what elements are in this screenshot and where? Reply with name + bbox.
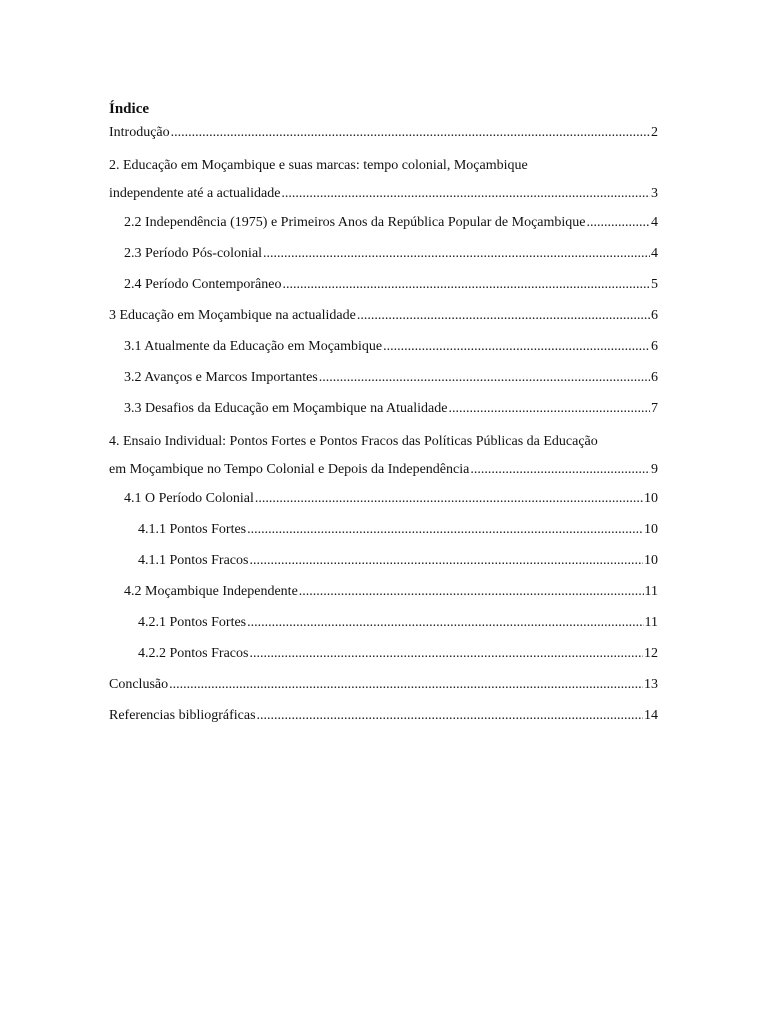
toc-entry-section-4-2[interactable]: [109, 582, 658, 602]
toc-entry-section-4-1-1-fracos[interactable]: [109, 551, 658, 571]
toc-page-number: 9: [651, 461, 658, 477]
toc-leader: [357, 306, 650, 326]
toc-leader: [171, 123, 650, 143]
toc-leader: [169, 675, 643, 695]
toc-title: Índice: [109, 101, 150, 117]
toc-entry-section-2[interactable]: [109, 152, 658, 207]
toc-entry-label: 4.1 O Período Colonial: [124, 491, 254, 506]
toc-leader: [383, 337, 650, 357]
toc-page-number: 6: [651, 308, 658, 323]
toc-leader: [249, 644, 643, 664]
toc-entry-section-4-1-1-fortes[interactable]: [109, 520, 658, 540]
toc-entry-label: 2.4 Período Contemporâneo: [124, 277, 282, 292]
toc-page-number: 4: [651, 246, 658, 261]
toc-entry-section-3-1[interactable]: [109, 337, 658, 357]
toc-entry-section-2-4[interactable]: [109, 275, 658, 295]
toc-leader: [587, 213, 651, 233]
toc-entry-label: 2.2 Independência (1975) e Primeiros Anos da República Popular de Moçambique: [124, 215, 586, 230]
toc-entry-label-line2: em Moçambique no Tempo Colonial e Depois da Independência: [109, 461, 470, 477]
toc-page-number: 10: [644, 522, 658, 537]
toc-leader: [281, 180, 650, 208]
toc-entry-section-4-1[interactable]: [109, 489, 658, 509]
toc-entry-label: Conclusão: [109, 677, 169, 692]
toc-leader: [247, 520, 643, 540]
toc-leader: [448, 399, 650, 419]
document-page: [109, 99, 658, 737]
toc-entry-section-3[interactable]: [109, 306, 658, 326]
toc-entry-section-4-2-2[interactable]: [109, 644, 658, 664]
toc-page-number: 4: [651, 215, 658, 230]
toc-entry-label: 3.1 Atualmente da Educação em Moçambique: [124, 339, 383, 354]
toc-entry-label-line2: independente até a actualidade: [109, 185, 281, 201]
toc-entry-label: 3.2 Avanços e Marcos Importantes: [124, 370, 318, 385]
toc-page-number: 3: [651, 185, 658, 201]
toc-leader: [255, 489, 643, 509]
toc-leader: [470, 456, 650, 484]
toc-page-number: 13: [644, 677, 658, 692]
toc-page-number: 10: [644, 491, 658, 506]
toc-leader: [299, 582, 644, 602]
toc-page-number: 6: [651, 370, 658, 385]
toc-page-number: 5: [651, 277, 658, 292]
toc-page-number: 2: [651, 125, 658, 140]
toc-page-number: 7: [651, 401, 658, 416]
toc-entry-label: 4.2.1 Pontos Fortes: [138, 615, 247, 630]
toc-entry-label: 4.2 Moçambique Independente: [124, 584, 298, 599]
toc-entry-label: 4.1.1 Pontos Fortes: [138, 522, 247, 537]
toc-entry-label: 2.3 Período Pós-colonial: [124, 246, 263, 261]
toc-page-number: 11: [644, 584, 658, 599]
toc-entry-section-4-2-1[interactable]: [109, 613, 658, 633]
toc-page-number: 10: [644, 553, 658, 568]
toc-page-number: 14: [644, 708, 658, 723]
toc-leader: [247, 613, 643, 633]
toc-leader: [282, 275, 650, 295]
toc-leader: [263, 244, 650, 264]
toc-entry-section-2-2[interactable]: [109, 213, 658, 233]
toc-entry-referencias[interactable]: [109, 706, 658, 726]
toc-leader: [319, 368, 650, 388]
toc-entry-label: 3 Educação em Moçambique na actualidade: [109, 308, 356, 323]
toc-leader: [249, 551, 643, 571]
toc-entry-conclusao[interactable]: [109, 675, 658, 695]
toc-leader: [257, 706, 643, 726]
toc-entry-label: 3.3 Desafios da Educação em Moçambique na Atualidade: [124, 401, 448, 416]
toc-page-number: 12: [644, 646, 658, 661]
toc-entry-label-line1: 2. Educação em Moçambique e suas marcas: tempo colonial, Moçambique: [109, 158, 528, 173]
toc-entry-introducao[interactable]: [109, 123, 658, 143]
toc-entry-label: 4.1.1 Pontos Fracos: [138, 553, 249, 568]
toc-page-number: 6: [651, 339, 658, 354]
toc-entry-label: Referencias bibliográficas: [109, 708, 256, 723]
toc-entry-section-2-3[interactable]: [109, 244, 658, 264]
toc-entry-label: 4.2.2 Pontos Fracos: [138, 646, 249, 661]
toc-entry-label: Introdução: [109, 125, 170, 140]
toc-entry-section-3-3[interactable]: [109, 399, 658, 419]
toc-page-number: 11: [644, 615, 658, 630]
toc-entry-label-line1: 4. Ensaio Individual: Pontos Fortes e Pontos Fracos das Políticas Públicas da Educação: [109, 434, 598, 449]
toc-entry-section-3-2[interactable]: [109, 368, 658, 388]
toc-entry-section-4[interactable]: [109, 428, 658, 483]
